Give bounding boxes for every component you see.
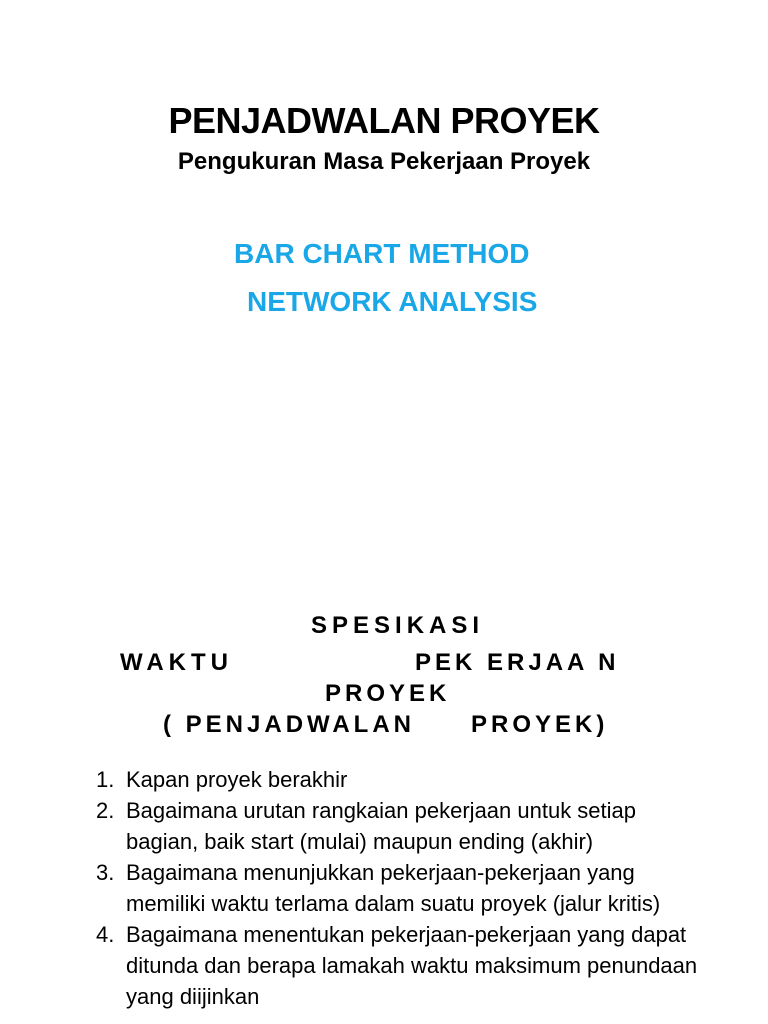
spec-heading-line4a: ( PENJADWALAN xyxy=(163,711,416,738)
spec-heading-line2b: PEK ERJAA N xyxy=(415,649,620,676)
list-item-text: Bagaimana menentukan pekerjaan-pekerjaan yang dapat ditunda dan berapa lamakah waktu maksimum penundaan yang diijinkan xyxy=(126,922,698,1009)
page-title: PENJADWALAN PROYEK xyxy=(168,100,600,141)
list-item xyxy=(96,857,706,919)
list-item-text: Kapan proyek berakhir xyxy=(126,767,348,792)
spec-heading-line4b: PROYEK) xyxy=(471,711,609,738)
page-subtitle: Pengukuran Masa Pekerjaan Proyek xyxy=(177,148,591,175)
spec-heading-line1: SPESIKASI xyxy=(311,612,485,639)
list-item xyxy=(96,795,706,857)
list-item-number: 3. xyxy=(96,860,115,885)
list-item-number: 2. xyxy=(96,798,115,823)
slide-specification xyxy=(0,560,768,1024)
list-item-text: Bagaimana menunjukkan pekerjaan-pekerjaan yang memiliki waktu terlama dalam suatu proyek (jalur kritis) xyxy=(126,860,661,916)
spec-heading-line3: PROYEK xyxy=(325,680,451,707)
question-list xyxy=(96,764,706,1012)
spec-heading-line2a: WAKTU xyxy=(120,649,233,676)
method-bar-chart: BAR CHART METHOD xyxy=(234,238,530,269)
method-network-analysis: NETWORK ANALYSIS xyxy=(247,286,538,317)
list-item-number: 1. xyxy=(96,767,115,792)
list-item xyxy=(96,919,706,1012)
list-item xyxy=(96,764,706,795)
list-item-text: Bagaimana urutan rangkaian pekerjaan untuk setiap bagian, baik start (mulai) maupun ending (akhir) xyxy=(126,798,637,854)
list-item-number: 4. xyxy=(96,922,115,947)
